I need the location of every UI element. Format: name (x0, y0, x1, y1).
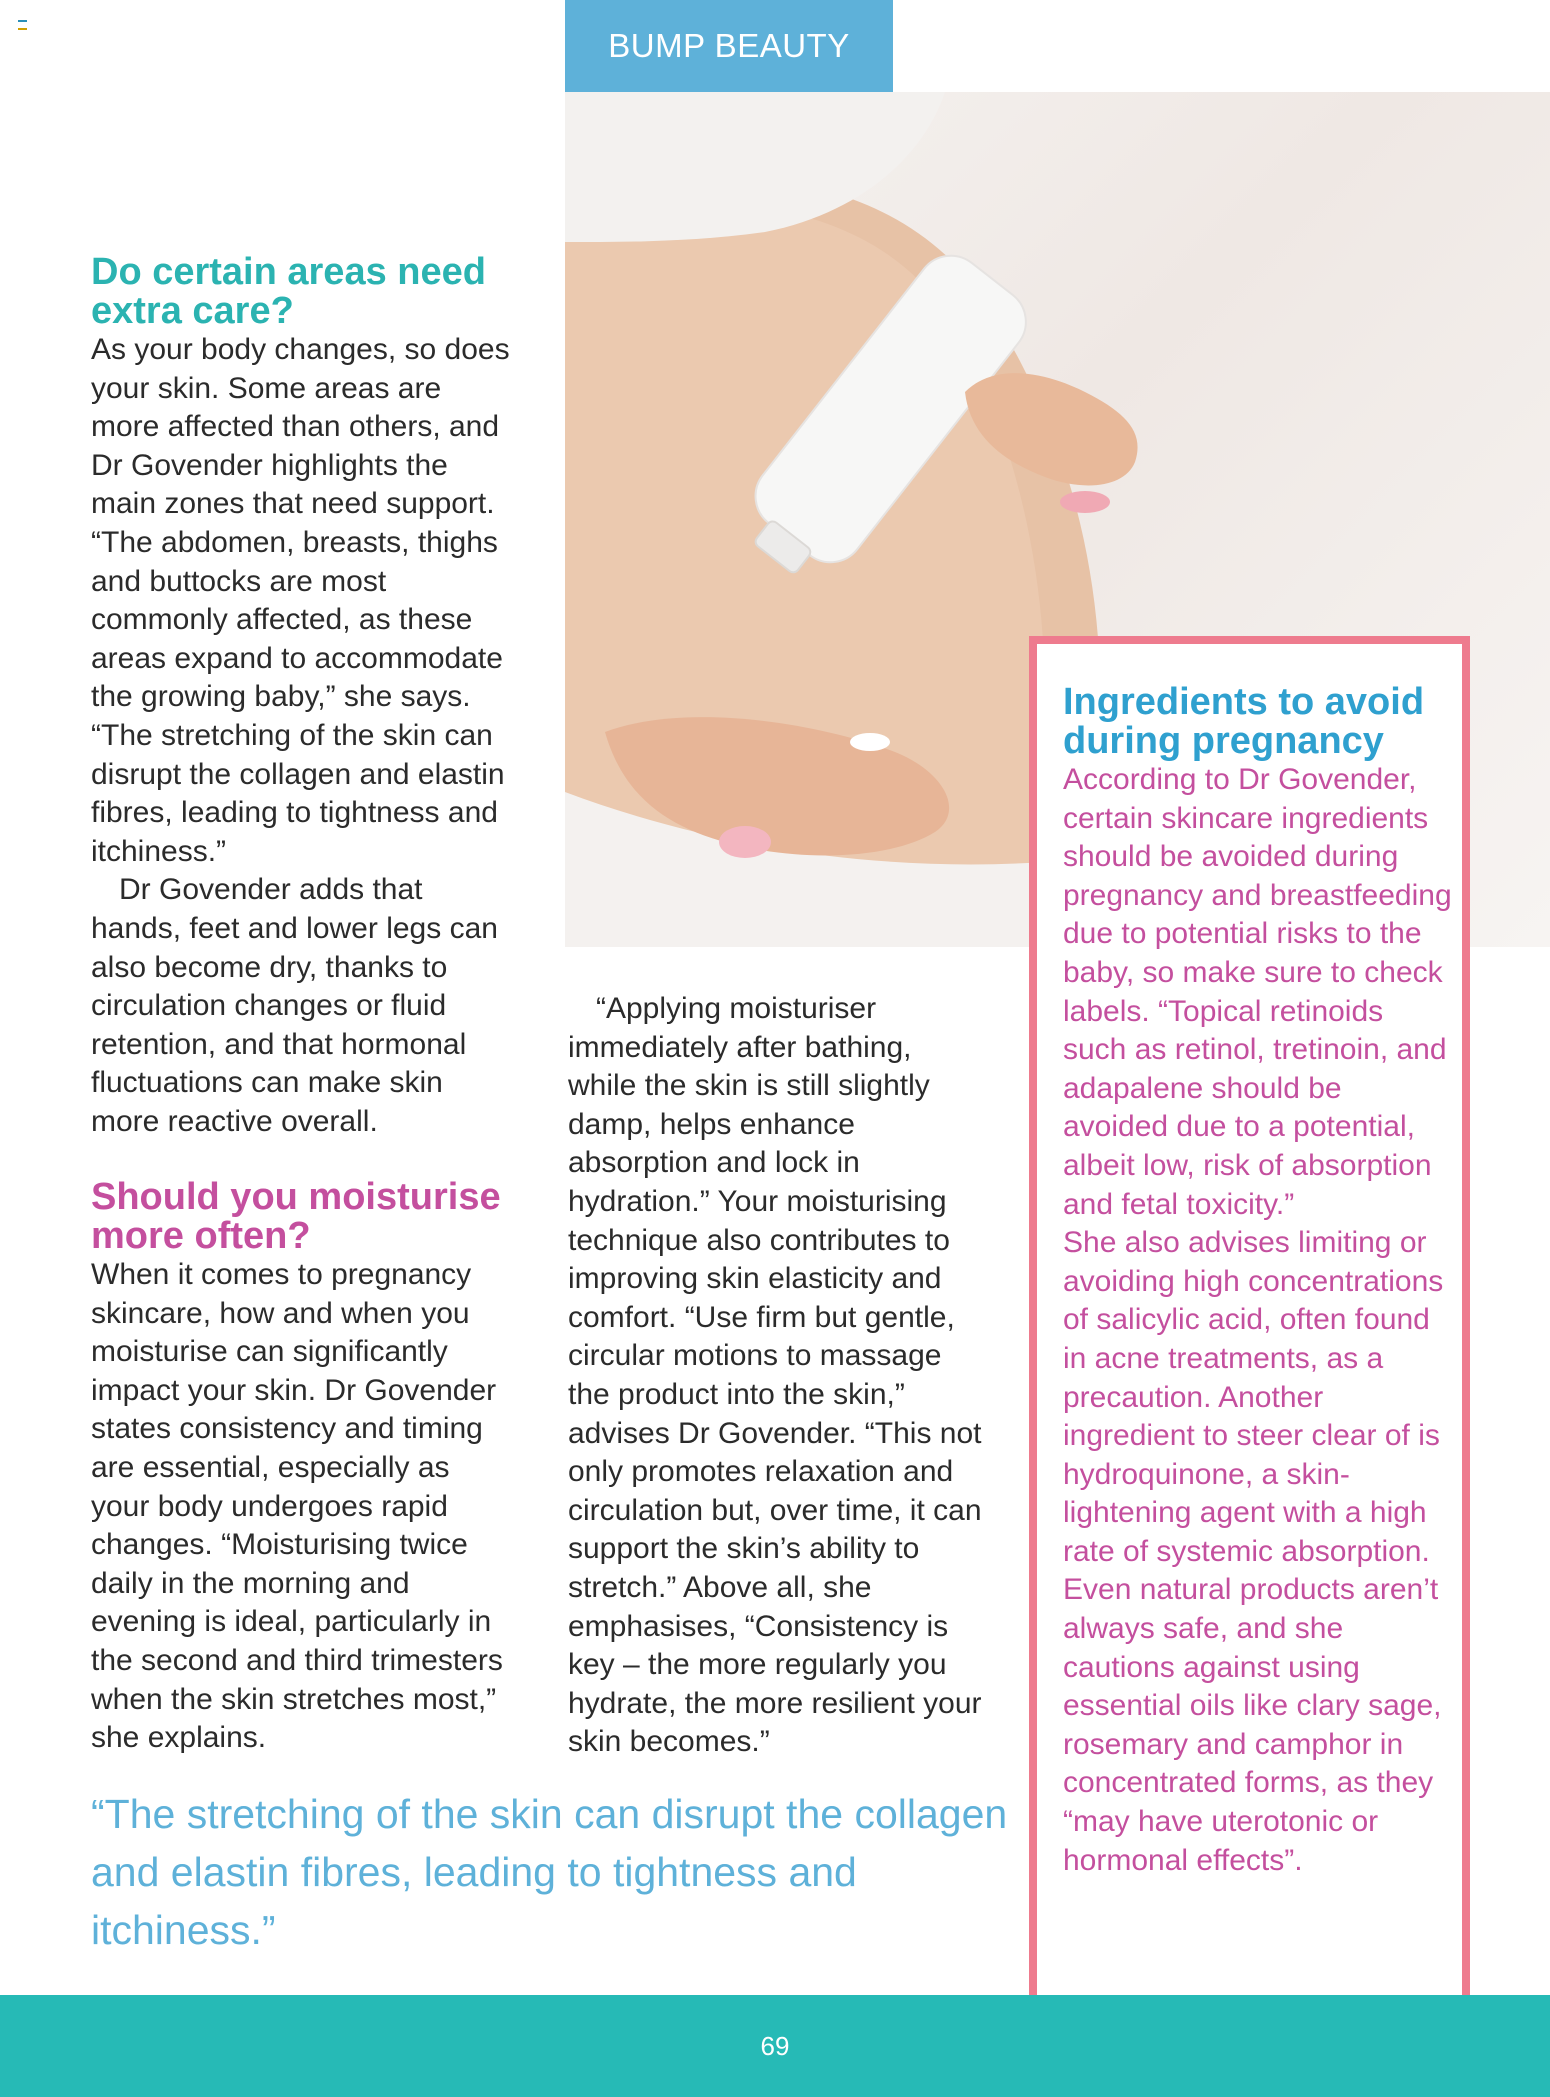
sidebar-paragraph: She also advises limiting or avoiding high concentrations of salicylic acid, often found in acne treatments, as a precaution. Another ingredient to steer clear of is hydroquinone, a skin-lightening agent with a high rate of systemic absorption. Even natural products aren’t always safe, and she cautions against using essential oils like clary sage, rosemary and camphor in concentrated forms, as they “may have uterotonic or hormonal effects”. (1063, 1226, 1444, 1877)
article-section-extra-care (91, 253, 511, 1141)
article-middle-column (568, 990, 988, 1762)
sidebar-ingredients-box (1029, 636, 1470, 2036)
heading-moisturise: Should you moisturise more often? (91, 1176, 501, 1257)
corner-mark-icon (18, 20, 27, 30)
section-tab (565, 0, 893, 92)
section-tab-label: BUMP BEAUTY (608, 27, 850, 64)
sidebar-heading: Ingredients to avoid during pregnancy (1063, 681, 1425, 762)
paragraph: When it comes to pregnancy skincare, how and when you moisturise can significantly impact your skin. Dr Govender states consistency and timing are essential, especially as your body undergoes rapid changes. “Moisturising twice daily in the morning and evening is ideal, particularly in the second and third trimesters when the skin stretches most,” she explains. (91, 1258, 503, 1755)
article-section-moisturise (91, 1178, 511, 1758)
pull-quote: “The stretching of the skin can disrupt the collagen and elastin fibres, leading to tightness and itchiness.” (91, 1791, 1008, 1953)
paragraph: As your body changes, so does your skin. Some areas are more affected than others, and Dr Govender highlights the main zones that need support. “The abdomen, breasts, thighs and buttocks are most commonly affected, as these areas expand to accommodate the growing baby,” she says. “The stretching of the skin can disrupt the collagen and elastin fibres, leading to tightness and itchiness.” (91, 333, 510, 868)
sidebar-paragraph: According to Dr Govender, certain skincare ingredients should be avoided during pregnancy and breastfeeding due to potential risks to the baby, so make sure to check labels. “Topical retinoids such as retinol, tretinoin, and adapalene should be avoided due to a potential, albeit low, risk of absorption and fetal toxicity.” (1063, 763, 1452, 1221)
page-number: 69 (760, 2030, 790, 2061)
paragraph: “Applying moisturiser immediately after bathing, while the skin is still slightly damp, helps enhance absorption and lock in hydration.” Your moisturising technique also contributes to improving skin elasticity and comfort. “Use firm but gentle, circular motions to massage the product into the skin,” advises Dr Govender. “This not only promotes relaxation and circulation but, over time, it can support the skin’s ability to stretch.” Above all, she emphasises, “Consistency is key – the more regularly you hydrate, the more resilient your skin becomes.” (568, 992, 982, 1759)
heading-extra-care: Do certain areas need extra care? (91, 251, 486, 332)
paragraph: Dr Govender adds that hands, feet and lower legs can also become dry, thanks to circulation changes or fluid retention, and that hormonal fluctuations can make skin more reactive overall. (91, 873, 498, 1138)
page-footer (0, 1995, 1550, 2097)
